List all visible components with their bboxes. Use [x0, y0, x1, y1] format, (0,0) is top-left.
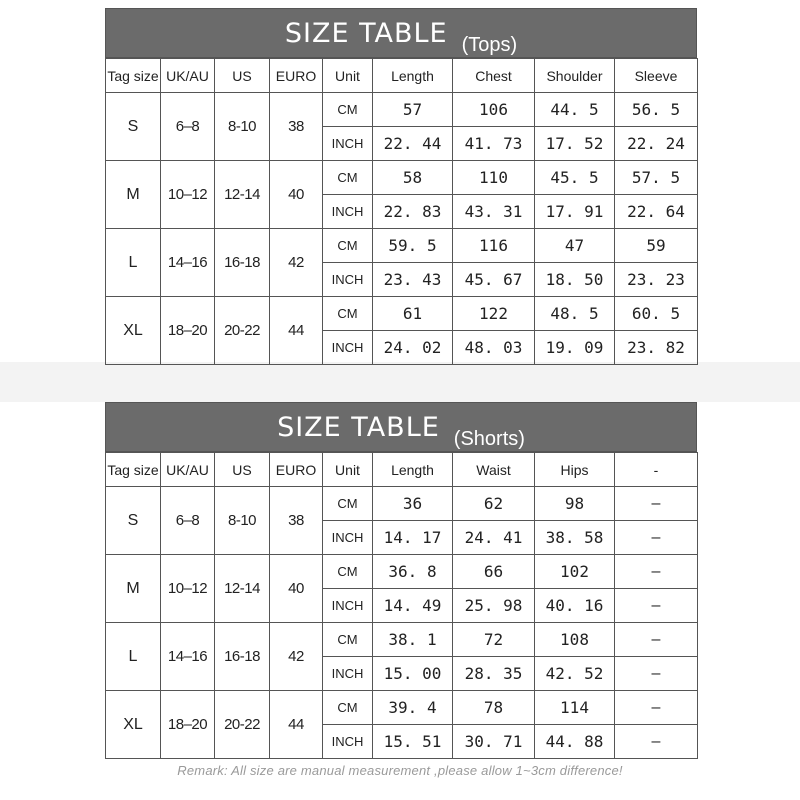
euro-cell: 44 [270, 691, 323, 759]
us-cell: 16-18 [215, 229, 270, 297]
us-cell: 8-10 [215, 487, 270, 555]
value-cell: 22. 24 [615, 127, 698, 161]
uk-au-cell: 6–8 [161, 487, 215, 555]
euro-cell: 38 [270, 93, 323, 161]
header-euro: EURO [270, 453, 323, 487]
shorts-table [105, 452, 698, 759]
header-chest: Chest [453, 59, 535, 93]
value-cell: 114 [535, 691, 615, 725]
euro-cell: 40 [270, 161, 323, 229]
shorts-size-table [105, 402, 697, 759]
tag-size-cell: S [106, 487, 161, 555]
tops-table [105, 58, 698, 365]
unit-cell: CM [323, 555, 373, 589]
value-cell: 59. 5 [373, 229, 453, 263]
uk-au-cell: 18–20 [161, 691, 215, 759]
unit-cell: CM [323, 297, 373, 331]
value-cell: 78 [453, 691, 535, 725]
us-cell: 20-22 [215, 297, 270, 365]
unit-cell: CM [323, 487, 373, 521]
table-row [106, 297, 698, 331]
header-us: US [215, 59, 270, 93]
value-cell: 57 [373, 93, 453, 127]
value-cell: 56. 5 [615, 93, 698, 127]
euro-cell: 42 [270, 623, 323, 691]
header-tag-size: Tag size [106, 453, 161, 487]
unit-cell: INCH [323, 657, 373, 691]
tag-size-cell: XL [106, 691, 161, 759]
dash-cell: – [615, 725, 698, 759]
header-length: Length [373, 59, 453, 93]
shorts-header-row [106, 453, 698, 487]
value-cell: 44. 5 [535, 93, 615, 127]
value-cell: 36 [373, 487, 453, 521]
value-cell: 45. 5 [535, 161, 615, 195]
us-cell: 20-22 [215, 691, 270, 759]
tag-size-cell: M [106, 555, 161, 623]
header-waist: Waist [453, 453, 535, 487]
remark-note: Remark: All size are manual measurement ,please allow 1~3cm difference! [177, 763, 623, 778]
tag-size-cell: L [106, 623, 161, 691]
uk-au-cell: 10–12 [161, 555, 215, 623]
table-row [106, 691, 698, 725]
value-cell: 19. 09 [535, 331, 615, 365]
value-cell: 30. 71 [453, 725, 535, 759]
tag-size-cell: M [106, 161, 161, 229]
value-cell: 24. 02 [373, 331, 453, 365]
us-cell: 8-10 [215, 93, 270, 161]
value-cell: 59 [615, 229, 698, 263]
value-cell: 116 [453, 229, 535, 263]
value-cell: 108 [535, 623, 615, 657]
value-cell: 17. 52 [535, 127, 615, 161]
table-row [106, 93, 698, 127]
unit-cell: INCH [323, 521, 373, 555]
value-cell: 40. 16 [535, 589, 615, 623]
tops-title: SIZE TABLE [284, 18, 448, 49]
value-cell: 102 [535, 555, 615, 589]
value-cell: 48. 03 [453, 331, 535, 365]
value-cell: 18. 50 [535, 263, 615, 297]
unit-cell: CM [323, 691, 373, 725]
euro-cell: 38 [270, 487, 323, 555]
value-cell: 61 [373, 297, 453, 331]
unit-cell: INCH [323, 725, 373, 759]
value-cell: 110 [453, 161, 535, 195]
value-cell: 47 [535, 229, 615, 263]
dash-cell: – [615, 487, 698, 521]
value-cell: 28. 35 [453, 657, 535, 691]
shorts-title-banner [105, 402, 697, 452]
section-gap [0, 362, 800, 402]
value-cell: 36. 8 [373, 555, 453, 589]
value-cell: 122 [453, 297, 535, 331]
value-cell: 48. 5 [535, 297, 615, 331]
euro-cell: 40 [270, 555, 323, 623]
us-cell: 16-18 [215, 623, 270, 691]
tops-header-row [106, 59, 698, 93]
dash-cell: – [615, 589, 698, 623]
value-cell: 72 [453, 623, 535, 657]
header-euro: EURO [270, 59, 323, 93]
value-cell: 15. 00 [373, 657, 453, 691]
header-empty: - [615, 453, 698, 487]
unit-cell: CM [323, 93, 373, 127]
value-cell: 62 [453, 487, 535, 521]
value-cell: 45. 67 [453, 263, 535, 297]
uk-au-cell: 10–12 [161, 161, 215, 229]
us-cell: 12-14 [215, 161, 270, 229]
value-cell: 22. 83 [373, 195, 453, 229]
value-cell: 17. 91 [535, 195, 615, 229]
tag-size-cell: XL [106, 297, 161, 365]
value-cell: 22. 64 [615, 195, 698, 229]
value-cell: 43. 31 [453, 195, 535, 229]
value-cell: 58 [373, 161, 453, 195]
unit-cell: CM [323, 229, 373, 263]
header-sleeve: Sleeve [615, 59, 698, 93]
dash-cell: – [615, 623, 698, 657]
value-cell: 25. 98 [453, 589, 535, 623]
tag-size-cell: L [106, 229, 161, 297]
header-uk-au: UK/AU [161, 59, 215, 93]
header-unit: Unit [323, 59, 373, 93]
header-unit: Unit [323, 453, 373, 487]
header-length: Length [373, 453, 453, 487]
euro-cell: 42 [270, 229, 323, 297]
dash-cell: – [615, 691, 698, 725]
value-cell: 23. 82 [615, 331, 698, 365]
table-row [106, 229, 698, 263]
unit-cell: INCH [323, 263, 373, 297]
shorts-subtitle: (Shorts) [453, 428, 525, 450]
tops-title-banner [105, 8, 697, 58]
tops-subtitle: (Tops) [461, 34, 518, 56]
value-cell: 60. 5 [615, 297, 698, 331]
value-cell: 106 [453, 93, 535, 127]
value-cell: 38. 58 [535, 521, 615, 555]
value-cell: 57. 5 [615, 161, 698, 195]
dash-cell: – [615, 521, 698, 555]
value-cell: 14. 17 [373, 521, 453, 555]
value-cell: 15. 51 [373, 725, 453, 759]
header-tag-size: Tag size [106, 59, 161, 93]
value-cell: 39. 4 [373, 691, 453, 725]
unit-cell: CM [323, 623, 373, 657]
value-cell: 42. 52 [535, 657, 615, 691]
dash-cell: – [615, 657, 698, 691]
table-row [106, 623, 698, 657]
unit-cell: CM [323, 161, 373, 195]
table-row [106, 555, 698, 589]
header-shoulder: Shoulder [535, 59, 615, 93]
header-us: US [215, 453, 270, 487]
dash-cell: – [615, 555, 698, 589]
value-cell: 22. 44 [373, 127, 453, 161]
shorts-title: SIZE TABLE [277, 412, 440, 443]
value-cell: 66 [453, 555, 535, 589]
uk-au-cell: 18–20 [161, 297, 215, 365]
value-cell: 14. 49 [373, 589, 453, 623]
unit-cell: INCH [323, 589, 373, 623]
header-hips: Hips [535, 453, 615, 487]
unit-cell: INCH [323, 195, 373, 229]
value-cell: 23. 23 [615, 263, 698, 297]
table-row [106, 161, 698, 195]
uk-au-cell: 6–8 [161, 93, 215, 161]
unit-cell: INCH [323, 331, 373, 365]
table-row [106, 487, 698, 521]
tops-size-table [105, 8, 697, 365]
value-cell: 41. 73 [453, 127, 535, 161]
us-cell: 12-14 [215, 555, 270, 623]
value-cell: 98 [535, 487, 615, 521]
uk-au-cell: 14–16 [161, 623, 215, 691]
value-cell: 24. 41 [453, 521, 535, 555]
tag-size-cell: S [106, 93, 161, 161]
value-cell: 23. 43 [373, 263, 453, 297]
header-uk-au: UK/AU [161, 453, 215, 487]
unit-cell: INCH [323, 127, 373, 161]
euro-cell: 44 [270, 297, 323, 365]
value-cell: 38. 1 [373, 623, 453, 657]
uk-au-cell: 14–16 [161, 229, 215, 297]
value-cell: 44. 88 [535, 725, 615, 759]
